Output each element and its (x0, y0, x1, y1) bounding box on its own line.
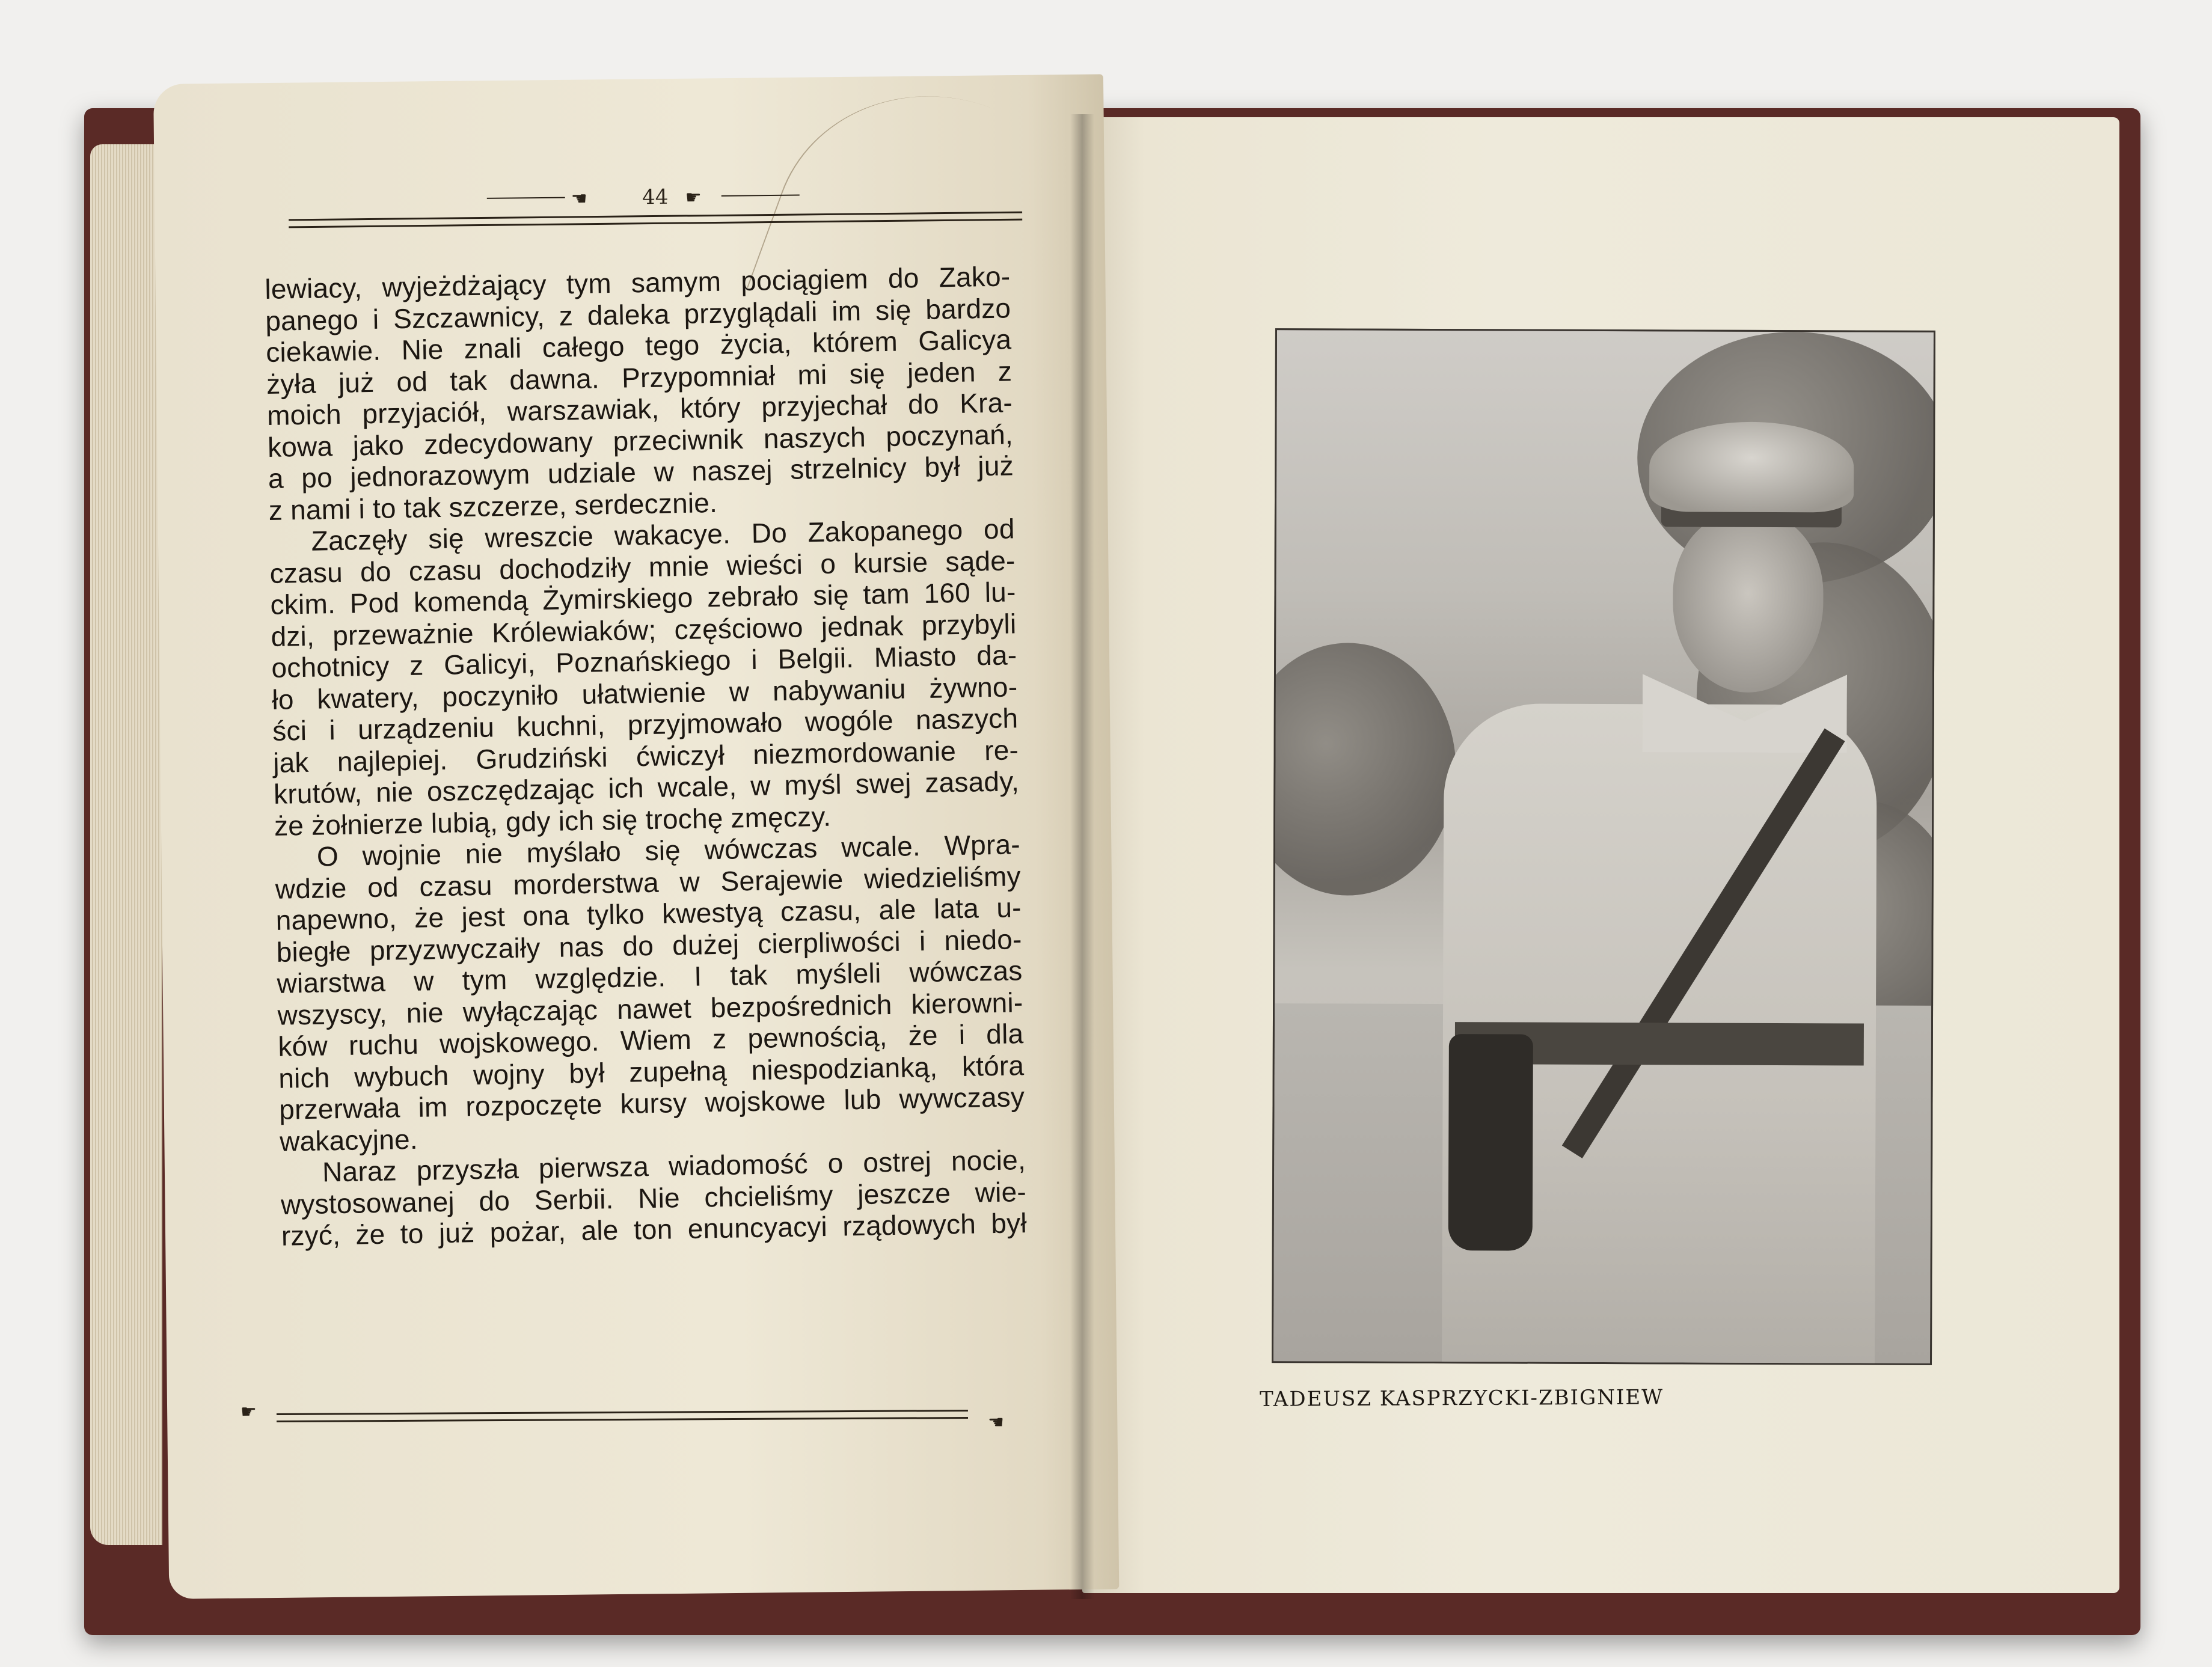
body-text (265, 260, 1027, 1252)
portrait-photo (1272, 328, 1935, 1365)
book-gutter (1070, 114, 1094, 1599)
pointing-hand-icon: ☚ (988, 1412, 1005, 1433)
text-line: wszyscy, nie wyłączając nawet bezpośrednich kierowni- (277, 986, 1023, 1031)
page-footer (241, 1399, 1004, 1439)
text-line: biegłe przyzwyczaiły nas do dużej cierpliwości i niedo- (276, 923, 1022, 968)
text-line: Zaczęły się wreszcie wakacye. Do Zakopanego od (311, 513, 1016, 557)
text-line: ckim. Pod komendą Żymirskiego zebrało się tam 160 lu- (270, 576, 1016, 620)
text-line: moich przyjaciół, warszawiak, który przyjechał do Kra- (266, 387, 1013, 431)
text-line: panego i Szczawnicy, z daleka przyglądali im się bardzo (265, 292, 1011, 337)
header-rule (289, 219, 1022, 228)
text-line: czasu do czasu dochodziły mnie wieści o kursie sąde- (269, 544, 1016, 589)
face (1673, 512, 1824, 693)
text-line: ło kwatery, poczyniło ułatwienie w nabywaniu żywno- (271, 670, 1018, 715)
text-line: ciekawie. Nie znali całego tego życia, którem Galicya (265, 323, 1012, 368)
pointing-hand-icon: ☚ (571, 188, 587, 210)
text-line: wakacyjne. (279, 1123, 418, 1157)
text-line: O wojnie nie myślało się wówczas wcale. Wpra- (316, 828, 1021, 872)
footer-rule (277, 1417, 968, 1422)
text-line: żyła już od tak dawna. Przypomniał mi się jeden z (266, 355, 1013, 400)
text-line: napewno, że jest ona tylko kwestyą czasu, ale lata u- (275, 892, 1022, 936)
holster (1448, 1034, 1533, 1250)
text-line: a po jednorazowym udziale w naszej strzelnicy był już (268, 450, 1014, 494)
soldier-figure (1376, 421, 1878, 1365)
pointing-hand-icon: ☛ (685, 187, 702, 209)
text-line: Naraz przyszła pierwsza wiadomość o ostrej nocie, (322, 1144, 1026, 1188)
text-line: nich wybuch wojny był zupełną niespodzianką, która (278, 1049, 1025, 1094)
header-rule-right (722, 194, 800, 196)
text-line: ści i urządzeniu kuchni, przyjmowało wogóle naszych (272, 702, 1019, 747)
text-line: przerwała im rozpoczęte kursy wojskowe lub wywczasy (278, 1081, 1025, 1125)
text-line: wystosowanej do Serbii. Nie chcieliśmy jeszcze wie- (280, 1175, 1027, 1220)
text-line: wiarstwa w tym względzie. I tak myśleli wówczas (277, 955, 1023, 999)
page-header (289, 177, 1023, 245)
text-line: jak najlepiej. Grudziński ćwiczył niezmordowanie re- (272, 733, 1019, 778)
military-cap (1649, 421, 1854, 512)
text-line: rzyć, że to już pożar, ale ton enuncyacyi rządowych był (281, 1207, 1028, 1252)
text-line: krutów, nie oszczędzając ich wcale, w myśl swej zasady, (273, 765, 1020, 810)
text-line: z nami i to tak szczerze, serdecznie. (268, 486, 718, 526)
footer-rule (277, 1410, 968, 1415)
text-line: że żołnierze lubią, gdy ich się trochę zmęczy. (274, 800, 832, 842)
text-line: ków ruchu wojskowego. Wiem z pewnością, że i dla (277, 1018, 1024, 1062)
text-line: lewiacy, wyjeżdżający tym samym pociągiem do Zako- (265, 260, 1011, 305)
text-line: wdzie od czasu morderstwa w Serajewie wiedzieliśmy (275, 860, 1022, 905)
text-line: dzi, przeważnie Królewiaków; częściowo jednak przybyli (271, 607, 1017, 652)
pointing-hand-icon: ☛ (240, 1401, 257, 1423)
text-line: kowa jako zdecydowany przeciwnik naszych poczynań, (267, 418, 1014, 463)
page-number: 44 (642, 185, 669, 210)
page-edges (90, 144, 162, 1545)
photo-caption: TADEUSZ KASPRZYCKI-ZBIGNIEW (1259, 1385, 1664, 1412)
header-rule-left (487, 197, 565, 199)
text-line: ochotnicy z Galicyi, Poznańskiego i Belgii. Miasto da- (271, 639, 1017, 684)
